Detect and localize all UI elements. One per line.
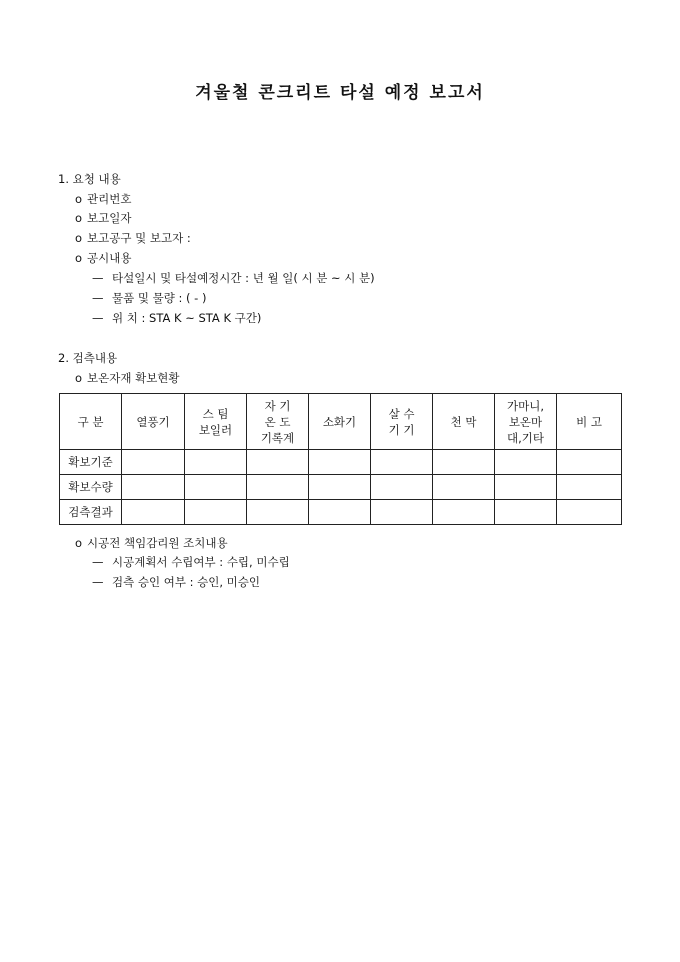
row-label: 확보수량 (60, 475, 122, 500)
header-fire-extinguisher: 소화기 (309, 394, 371, 450)
table-cell[interactable] (371, 500, 433, 525)
table-row (60, 475, 622, 500)
table-cell[interactable] (185, 500, 247, 525)
row-label: 확보기준 (60, 450, 122, 475)
bullet-icon: o (75, 536, 83, 550)
list-item-label: 관리번호 (87, 192, 132, 206)
list-item-label: 보고공구 및 보고자 : (87, 231, 191, 245)
subitem-material-quantity (92, 291, 206, 305)
dash-icon: — (92, 271, 104, 285)
table-cell[interactable] (433, 450, 495, 475)
table-cell[interactable] (122, 500, 185, 525)
list-item-label: 시공전 책임감리원 조치내용 (87, 536, 228, 550)
header-tarp: 천 막 (433, 394, 495, 450)
header-category: 구 분 (60, 394, 122, 450)
subitem-inspection-approval (92, 575, 260, 589)
bullet-icon: o (75, 251, 83, 265)
table-cell[interactable] (247, 450, 309, 475)
subitem-pour-schedule (92, 271, 375, 285)
list-item-label: 보고일자 (87, 211, 132, 225)
table-cell[interactable] (433, 500, 495, 525)
subitem-label: 시공계획서 수립여부 : 수립, 미수립 (112, 555, 290, 569)
insulation-material-table (59, 393, 622, 525)
table-cell[interactable] (557, 475, 622, 500)
dash-icon: — (92, 575, 104, 589)
bullet-icon: o (75, 231, 83, 245)
subitem-label: 위 치 : STA K ~ STA K 구간) (112, 311, 262, 325)
subitem-label: 검측 승인 여부 : 승인, 미승인 (112, 575, 261, 589)
section-2-heading: 2. 검측내용 (58, 351, 118, 365)
table-cell[interactable] (309, 500, 371, 525)
table-cell[interactable] (557, 500, 622, 525)
list-item-supervisor-action (75, 536, 228, 550)
list-item-work-content (75, 251, 131, 265)
list-item-insulation-status (75, 371, 180, 385)
table-cell[interactable] (247, 475, 309, 500)
list-item-label: 보온자재 확보현황 (87, 371, 180, 385)
table-cell[interactable] (247, 500, 309, 525)
list-item-label: 공시내용 (87, 251, 132, 265)
table-cell[interactable] (309, 475, 371, 500)
page-title: 겨울철 콘크리트 타설 예정 보고서 (195, 83, 485, 103)
table-cell[interactable] (495, 475, 557, 500)
table-row (60, 450, 622, 475)
subitem-plan-established (92, 555, 290, 569)
table-cell[interactable] (122, 475, 185, 500)
dash-icon: — (92, 555, 104, 569)
list-item-report-date (75, 211, 131, 225)
bullet-icon: o (75, 371, 83, 385)
table-cell[interactable] (309, 450, 371, 475)
list-item-management-number (75, 192, 131, 206)
subitem-label: 타설일시 및 타설예정시간 : 년 월 일( 시 분 ~ 시 분) (112, 271, 375, 285)
section-1-heading: 1. 요청 내용 (58, 172, 121, 186)
table-cell[interactable] (371, 475, 433, 500)
subitem-location (92, 311, 261, 325)
table-header-row (60, 394, 622, 450)
header-temperature-recorder: 자 기 온 도 기록계 (247, 394, 309, 450)
table-cell[interactable] (185, 450, 247, 475)
table-cell[interactable] (557, 450, 622, 475)
bullet-icon: o (75, 192, 83, 206)
header-sprinkler: 살 수 기 기 (371, 394, 433, 450)
table-cell[interactable] (371, 450, 433, 475)
table-cell[interactable] (495, 450, 557, 475)
dash-icon: — (92, 291, 104, 305)
table-cell[interactable] (185, 475, 247, 500)
table-row (60, 500, 622, 525)
header-hot-air-blower: 열풍기 (122, 394, 185, 450)
table-cell[interactable] (433, 475, 495, 500)
header-steam-boiler: 스 팀 보일러 (185, 394, 247, 450)
header-straw-bag-etc: 가마니, 보온마 대,기타 (495, 394, 557, 450)
list-item-report-section (75, 231, 191, 245)
table-cell[interactable] (122, 450, 185, 475)
subitem-label: 물품 및 물량 : ( - ) (112, 291, 207, 305)
dash-icon: — (92, 311, 104, 325)
table-cell[interactable] (495, 500, 557, 525)
header-remarks: 비 고 (557, 394, 622, 450)
bullet-icon: o (75, 211, 83, 225)
row-label: 검측결과 (60, 500, 122, 525)
